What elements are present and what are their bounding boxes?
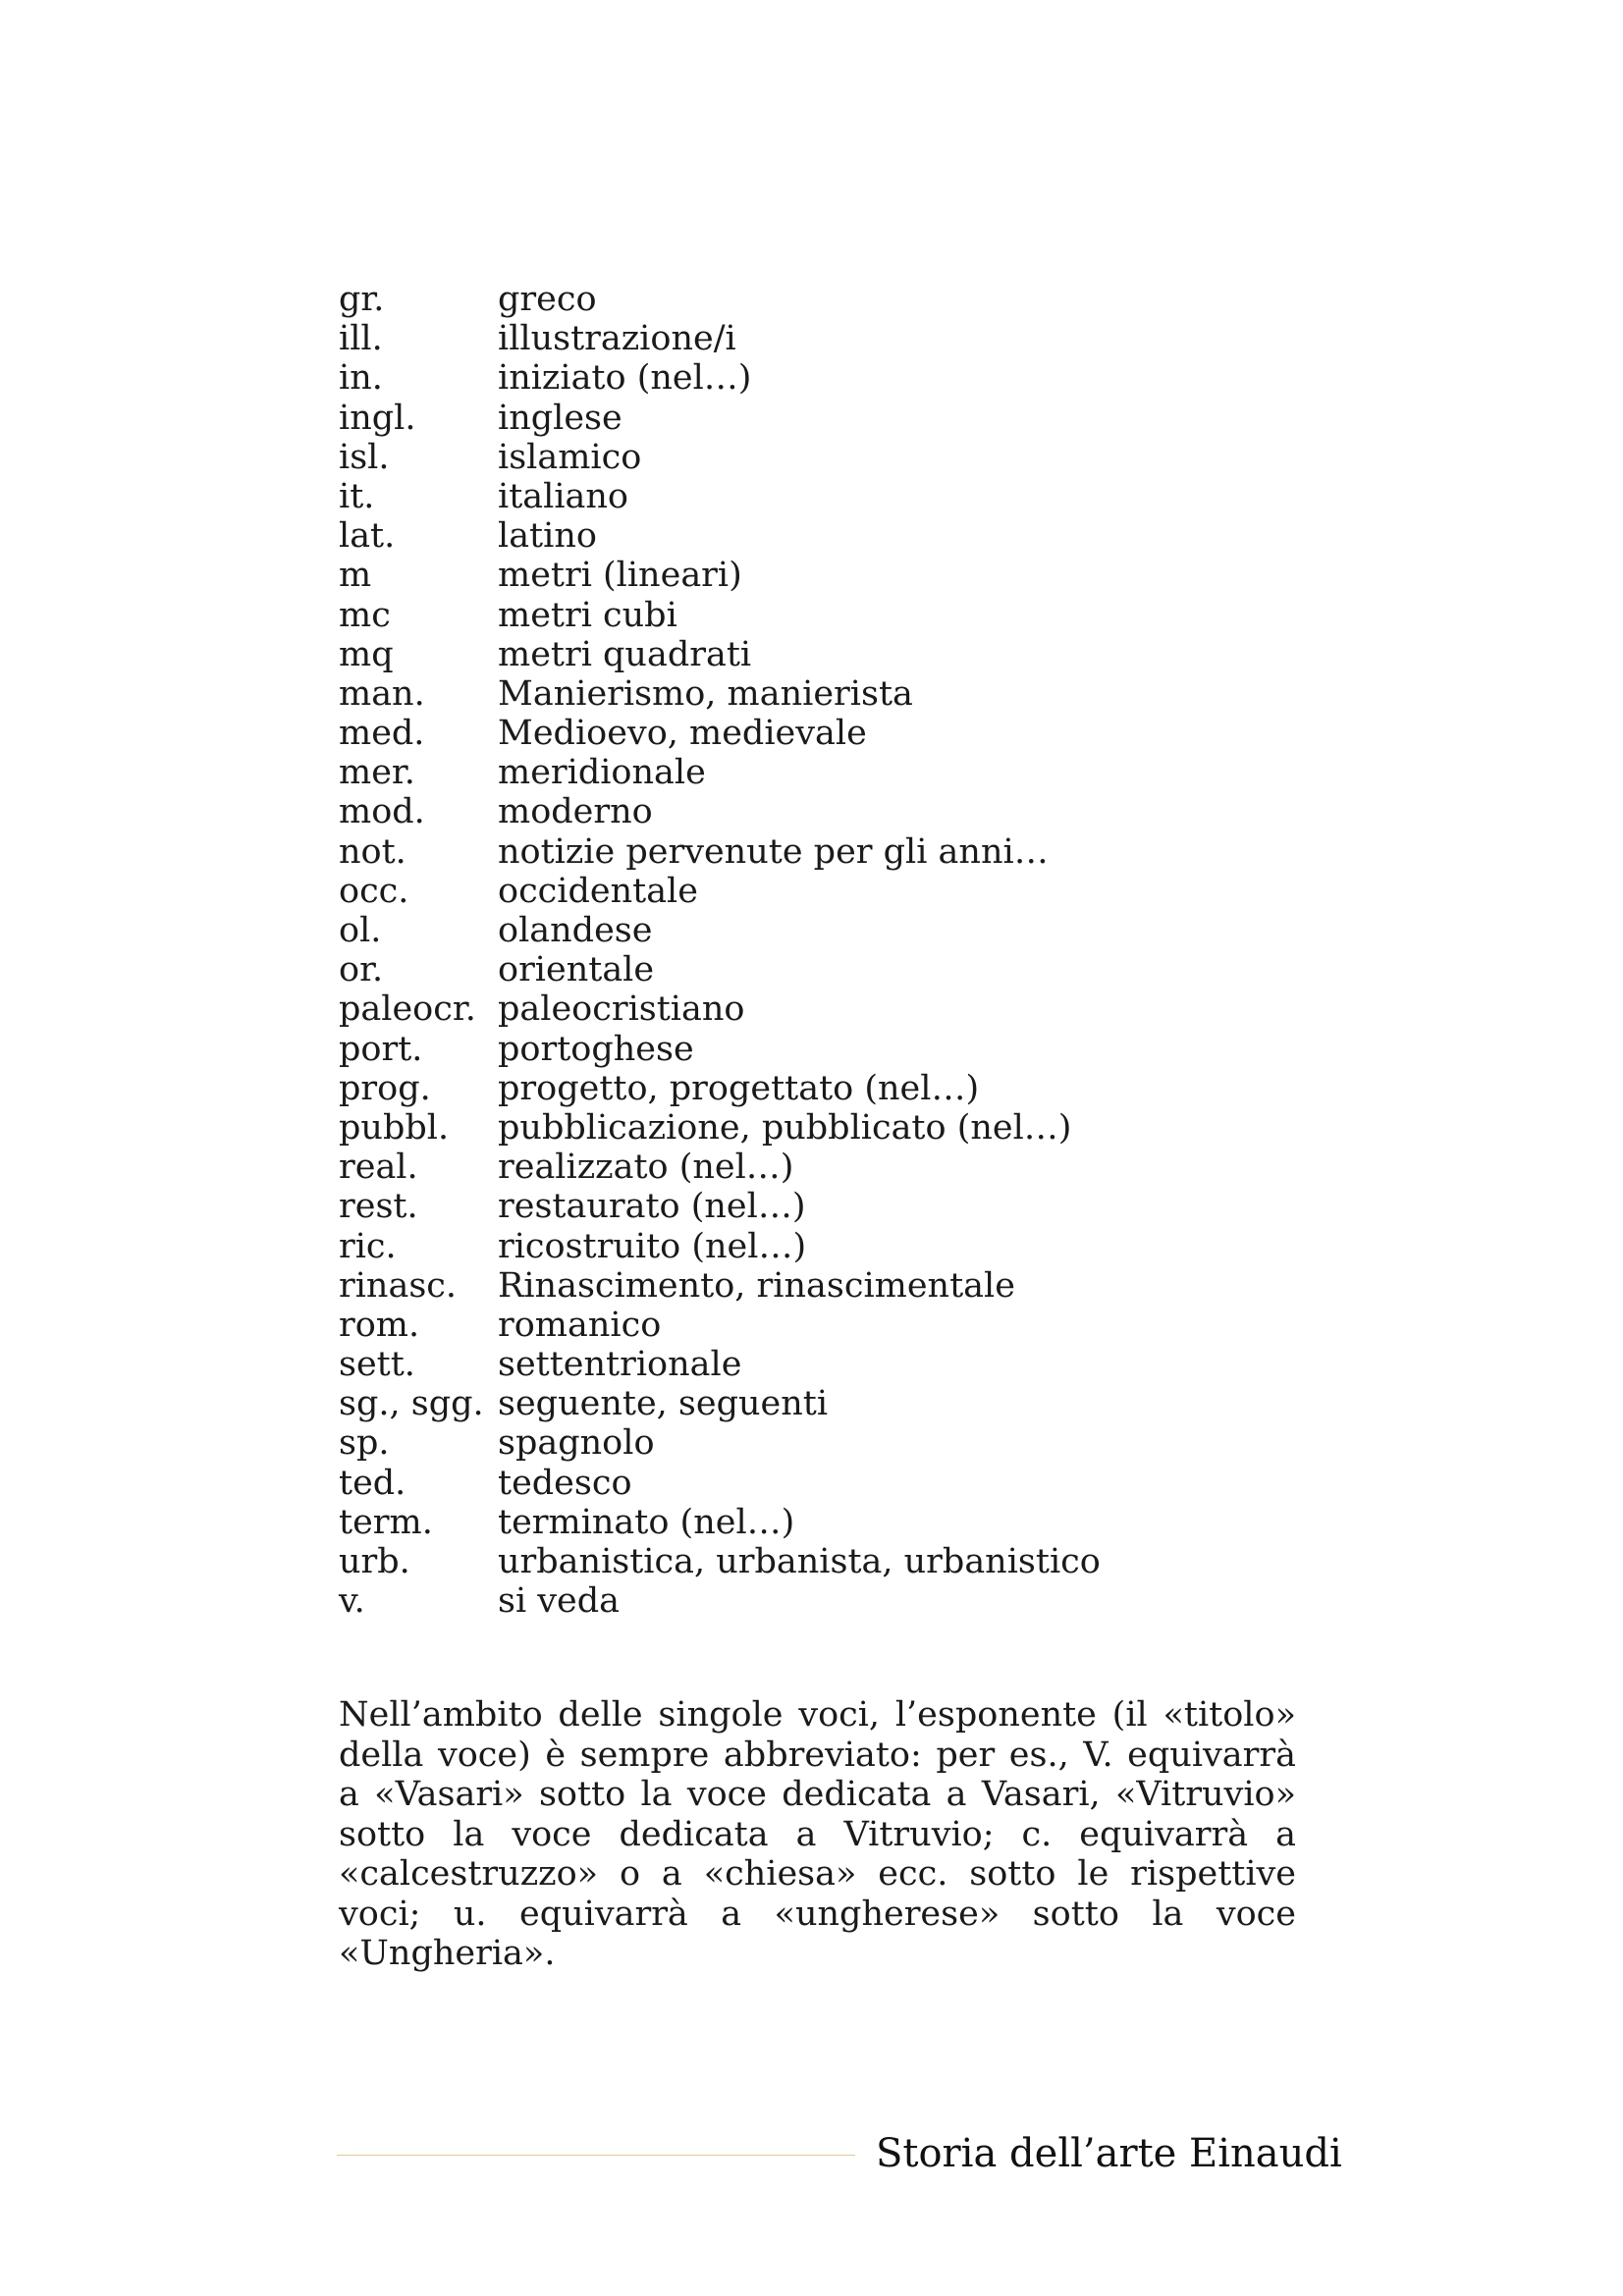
abbreviation-row xyxy=(339,399,1321,438)
abbreviation-meaning: restaurato (nel…) xyxy=(498,1187,806,1227)
abbreviation-meaning: olandese xyxy=(498,911,653,950)
abbreviation-row xyxy=(339,1542,1321,1581)
usage-note: Nell’ambito delle singole voci, l’esponente (il «titolo» della voce) è sempre abbreviato: per es., V. equivarrà a «Vasari» sotto la voce dedicata a Vasari, «Vitruvio» sotto la voce dedicata a Vitruvio; c. equivarrà a «calcestruzzo» o a «chiesa» ecc. sotto le rispettive voci; u. equivarrà a «ungherese» sotto la voce «Ungheria». xyxy=(339,1695,1296,1973)
abbreviation-meaning: inglese xyxy=(498,398,622,438)
abbreviation-term: in. xyxy=(339,358,383,399)
abbreviation-term: rinasc. xyxy=(339,1265,458,1306)
abbreviation-term: ric. xyxy=(339,1226,397,1266)
abbreviation-meaning: Manierismo, manierista xyxy=(498,673,913,714)
abbreviation-meaning: paleocristiano xyxy=(498,989,745,1030)
abbreviation-meaning: notizie pervenute per gli anni… xyxy=(498,831,1049,872)
abbreviation-meaning: islamico xyxy=(498,437,642,477)
abbreviation-meaning: metri cubi xyxy=(498,595,677,635)
abbreviation-term: mod. xyxy=(339,792,425,832)
abbreviation-term: real. xyxy=(339,1148,418,1188)
abbreviation-row xyxy=(339,1384,1321,1423)
abbreviation-meaning: realizzato (nel…) xyxy=(498,1148,794,1188)
abbreviation-row xyxy=(339,596,1321,635)
abbreviation-term: urb. xyxy=(339,1542,410,1581)
abbreviation-term: it. xyxy=(339,476,375,516)
abbreviation-term: rest. xyxy=(339,1187,418,1227)
abbreviation-row xyxy=(339,635,1321,674)
abbreviation-term: lat. xyxy=(339,516,396,557)
abbreviation-row xyxy=(339,1423,1321,1463)
abbreviation-row xyxy=(339,1581,1321,1621)
abbreviation-meaning: latino xyxy=(498,516,597,557)
abbreviation-meaning: pubblicazione, pubblicato (nel…) xyxy=(498,1107,1072,1148)
abbreviation-row xyxy=(339,358,1321,398)
abbreviation-term: sg., sgg. xyxy=(339,1384,484,1424)
abbreviation-row xyxy=(339,280,1321,319)
abbreviation-meaning: seguente, seguenti xyxy=(498,1384,829,1424)
abbreviation-row xyxy=(339,1266,1321,1306)
abbreviation-meaning: greco xyxy=(498,280,597,319)
abbreviation-term: mc xyxy=(339,595,391,635)
abbreviation-meaning: spagnolo xyxy=(498,1423,655,1464)
abbreviation-row xyxy=(339,911,1321,950)
abbreviation-term: isl. xyxy=(339,437,390,477)
abbreviation-meaning: metri quadrati xyxy=(498,634,752,674)
abbreviation-term: ill. xyxy=(339,319,383,359)
abbreviation-meaning: tedesco xyxy=(498,1463,632,1503)
abbreviation-meaning: metri (lineari) xyxy=(498,556,742,596)
abbreviation-meaning: meridionale xyxy=(498,753,706,793)
abbreviation-row xyxy=(339,319,1321,358)
abbreviation-row xyxy=(339,1108,1321,1148)
abbreviation-row xyxy=(339,516,1321,556)
abbreviation-row xyxy=(339,1227,1321,1266)
abbreviation-term: rom. xyxy=(339,1305,420,1345)
abbreviation-row xyxy=(339,477,1321,516)
abbreviation-row xyxy=(339,1187,1321,1226)
abbreviation-term: sp. xyxy=(339,1423,390,1464)
abbreviation-term: v. xyxy=(339,1581,365,1622)
abbreviation-term: gr. xyxy=(339,280,385,319)
abbreviation-term: occ. xyxy=(339,871,409,911)
abbreviation-meaning: romanico xyxy=(498,1305,662,1345)
abbreviation-meaning: ricostruito (nel…) xyxy=(498,1226,807,1266)
abbreviation-term: pubbl. xyxy=(339,1107,450,1148)
abbreviation-term: or. xyxy=(339,950,384,990)
footer-title: Storia dell’arte Einaudi xyxy=(876,2131,1342,2176)
abbreviation-meaning: Medioevo, medievale xyxy=(498,714,867,754)
abbreviation-row xyxy=(339,556,1321,595)
abbreviation-row xyxy=(339,792,1321,831)
abbreviation-term: prog. xyxy=(339,1068,431,1108)
abbreviation-term: ted. xyxy=(339,1463,406,1503)
abbreviation-term: term. xyxy=(339,1502,433,1542)
abbreviation-row xyxy=(339,872,1321,911)
abbreviation-row xyxy=(339,1464,1321,1503)
abbreviation-term: mq xyxy=(339,634,394,674)
abbreviation-row xyxy=(339,714,1321,753)
abbreviation-term: man. xyxy=(339,673,425,714)
abbreviation-meaning: Rinascimento, rinascimentale xyxy=(498,1265,1015,1306)
abbreviation-term: paleocr. xyxy=(339,989,476,1030)
abbreviation-list xyxy=(339,280,1321,1621)
abbreviation-term: mer. xyxy=(339,753,415,793)
abbreviation-meaning: illustrazione/i xyxy=(498,319,736,359)
abbreviation-term: ingl. xyxy=(339,398,416,438)
abbreviation-meaning: si veda xyxy=(498,1581,621,1622)
abbreviation-term: port. xyxy=(339,1029,423,1069)
abbreviation-meaning: italiano xyxy=(498,476,628,516)
abbreviation-meaning: terminato (nel…) xyxy=(498,1502,795,1542)
abbreviation-row xyxy=(339,1030,1321,1069)
abbreviation-row xyxy=(339,438,1321,477)
footer-rule xyxy=(337,2155,855,2156)
abbreviation-term: ol. xyxy=(339,911,382,950)
abbreviation-meaning: progetto, progettato (nel…) xyxy=(498,1068,980,1108)
abbreviation-meaning: iniziato (nel…) xyxy=(498,358,752,399)
abbreviation-term: not. xyxy=(339,831,406,872)
abbreviation-row xyxy=(339,950,1321,989)
abbreviation-row xyxy=(339,753,1321,792)
abbreviation-row xyxy=(339,989,1321,1029)
abbreviation-meaning: moderno xyxy=(498,792,653,832)
abbreviation-row xyxy=(339,832,1321,872)
abbreviation-term: m xyxy=(339,556,372,596)
abbreviation-meaning: urbanistica, urbanista, urbanistico xyxy=(498,1542,1101,1581)
abbreviation-meaning: occidentale xyxy=(498,871,698,911)
abbreviation-row xyxy=(339,1503,1321,1542)
abbreviation-meaning: portoghese xyxy=(498,1029,694,1069)
abbreviation-meaning: orientale xyxy=(498,950,655,990)
abbreviation-row xyxy=(339,1069,1321,1108)
abbreviation-row xyxy=(339,1306,1321,1345)
abbreviation-term: med. xyxy=(339,714,425,754)
abbreviation-row xyxy=(339,1148,1321,1187)
abbreviation-meaning: settentrionale xyxy=(498,1345,742,1385)
abbreviation-term: sett. xyxy=(339,1345,415,1385)
abbreviation-row xyxy=(339,1345,1321,1384)
abbreviation-row xyxy=(339,674,1321,714)
